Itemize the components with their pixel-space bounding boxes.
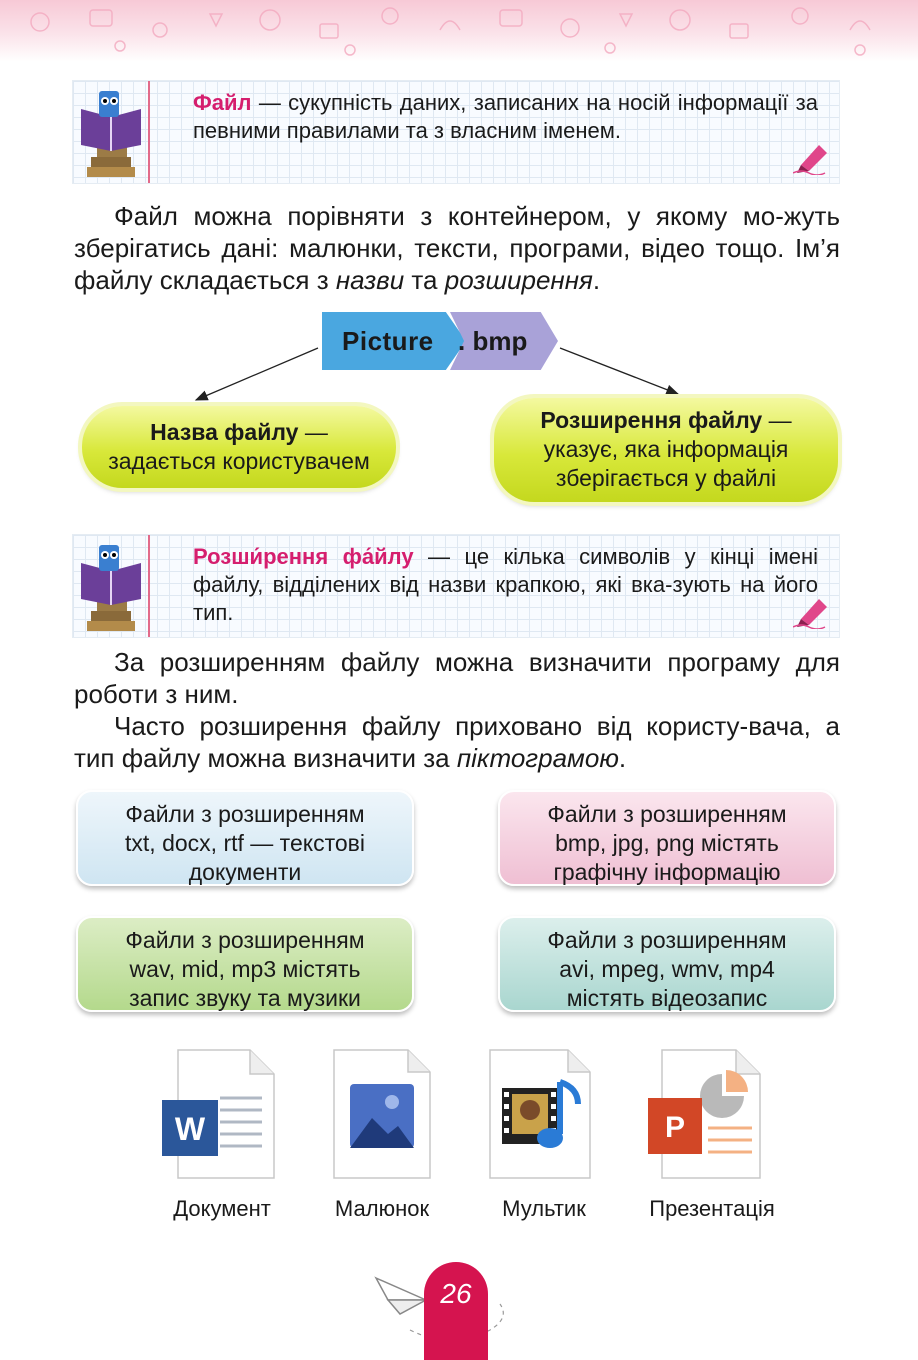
- text-documents-box: [76, 790, 414, 886]
- paragraph-text: За розширенням файлу можна визначити програму для роботи з ним.: [74, 647, 840, 709]
- paragraph-text: та: [404, 265, 445, 295]
- box-line: запис звуку та музики: [129, 985, 361, 1011]
- book-mascot-icon: [75, 539, 147, 635]
- caption-document: Документ: [173, 1196, 271, 1221]
- notebook-margin-line: [148, 535, 150, 637]
- definition-body: — це кілька символів у кінці імені файлу, відділених від назви крапкою, які вка-зують на його тип.: [193, 544, 819, 625]
- box-line: Файли з розширенням: [547, 927, 787, 953]
- paragraph-text: Файл можна порівняти з контейнером, у якому мо-жуть зберігатись дані: малюнки, тексти, програми, відео тощо. Ім’я файлу складається з: [74, 201, 840, 295]
- graphics-files-box: [498, 790, 836, 886]
- box-line: Файли з розширенням: [125, 927, 365, 953]
- name-box-dash: —: [298, 419, 328, 445]
- svg-text:P: P: [664, 1111, 686, 1144]
- box-line: bmp, jpg, png містять: [555, 830, 779, 856]
- paragraph-hidden-extension: [74, 710, 840, 774]
- diagram-arrows: [0, 0, 918, 420]
- definition-term: Розши́рення фа́йлу: [193, 544, 414, 569]
- page-number: 26: [440, 1278, 472, 1309]
- box-line: Файли з розширенням: [125, 801, 365, 827]
- definition-box-extension: [72, 534, 840, 638]
- ext-box-title: Розширення файлу: [540, 407, 763, 433]
- emphasis-icon-word: піктограмою: [456, 743, 619, 773]
- ext-box-desc-line2: зберігається у файлі: [555, 465, 777, 491]
- filename-description-box: [82, 406, 396, 488]
- page-number-tab: [424, 1262, 488, 1360]
- video-files-box: [498, 916, 836, 1012]
- arrow-to-extension: [560, 348, 678, 394]
- box-line: графічну інформацію: [553, 859, 781, 885]
- word-document-icon: [158, 1048, 278, 1180]
- definition-text: [193, 543, 818, 627]
- definition-term: Файл: [193, 90, 252, 115]
- extension-label: . bmp: [458, 326, 528, 356]
- multimedia-file-icon: [486, 1048, 606, 1180]
- emphasis-extension: розширення: [444, 265, 593, 295]
- name-box-desc: задається користувачем: [108, 448, 370, 474]
- paragraph-extension-program: [74, 646, 840, 710]
- name-box-title: Назва файлу: [150, 419, 299, 445]
- paragraph-text: .: [592, 265, 601, 295]
- box-line: містять відеозапис: [566, 985, 768, 1011]
- caption-picture: Малюнок: [334, 1196, 430, 1221]
- caption-cartoon: Мультик: [502, 1196, 586, 1221]
- emphasis-name: назви: [335, 265, 405, 295]
- box-line: Файли з розширенням: [547, 801, 787, 827]
- box-line: txt, docx, rtf — текстові: [125, 830, 365, 856]
- paragraph-text: .: [618, 743, 627, 773]
- extension-description-box: [494, 398, 838, 502]
- arrow-to-name: [196, 348, 318, 400]
- filename-label: Picture: [342, 326, 434, 356]
- svg-text:W: W: [174, 1111, 206, 1147]
- definition-body: — сукупність даних, записаних на носій інформації за певними правилами та з власним іменем.: [193, 90, 818, 143]
- highlighter-marker-icon: [793, 591, 833, 629]
- powerpoint-presentation-icon: [648, 1048, 768, 1180]
- ext-box-dash: —: [762, 407, 792, 433]
- paragraph-text: Часто розширення файлу приховано від користу-вача, а тип файлу можна визначити за: [74, 711, 840, 773]
- ext-box-desc-line1: указує, яка інформація: [543, 436, 789, 462]
- image-file-icon: [330, 1048, 450, 1180]
- box-line: avi, mpeg, wmv, mp4: [559, 956, 775, 982]
- box-line: wav, mid, mp3 містять: [129, 956, 361, 982]
- caption-presentation: Презентація: [649, 1196, 775, 1221]
- box-line: документи: [188, 859, 302, 885]
- audio-files-box: [76, 916, 414, 1012]
